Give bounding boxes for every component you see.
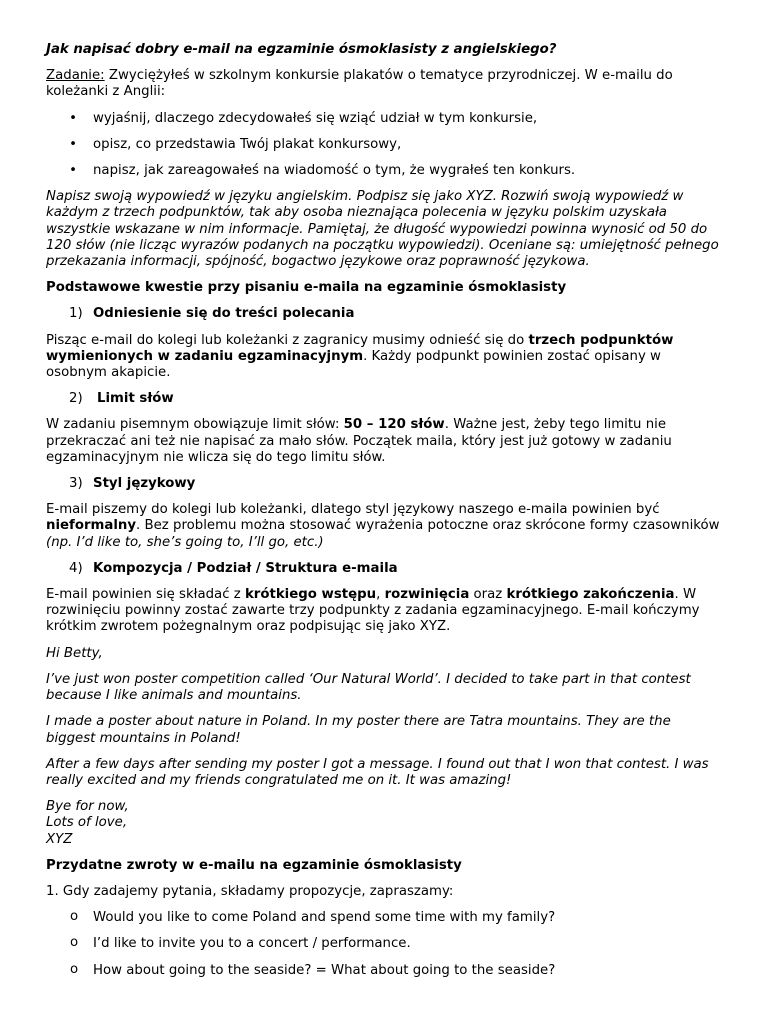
list-item-text: How about going to the seaside? = What about going to the seaside? (93, 962, 556, 978)
list-item-text: Would you like to come Poland and spend some time with my family? (93, 910, 556, 926)
circle-bullet-icon: o (70, 909, 79, 925)
list-item-text: opisz, co przedstawia Twój plakat konkursowy, (93, 136, 402, 152)
task-paragraph (46, 68, 722, 100)
body-text: . Ważne jest, żeby tego limitu nie przekraczać ani też nie napisać za mało słów. Początek maila, który jest już gotowy w zadaniu egzaminacyjnym nie wlicza się do tego limitu słów. (46, 417, 672, 465)
section-body (46, 333, 722, 382)
task-label: Zadanie: (46, 68, 105, 84)
body-example: (np. I’d like to, she’s going to, I’ll go, etc.) (46, 534, 324, 550)
task-text: Zwyciężyłeś w szkolnym konkursie plakatów o tematyce przyrodniczej. W e-mailu do koleżanki z Anglii: (46, 68, 673, 100)
phrases-heading: Przydatne zwroty w e-mailu na egzaminie ósmoklasisty (46, 857, 462, 873)
list-item (46, 910, 722, 926)
body-emphasis: krótkiego zakończenia (506, 587, 675, 603)
basics-heading: Podstawowe kwestie przy pisaniu e-maila na egzaminie ósmoklasisty (46, 280, 567, 296)
section-body (46, 587, 722, 636)
signoff-line: Bye for now, (46, 799, 129, 815)
section-number: 1) (69, 306, 83, 322)
list-item (46, 163, 722, 179)
task-bullet-list (46, 111, 722, 180)
section-number: 2) (69, 391, 83, 407)
section-title: Kompozycja / Podział / Struktura e-maila (93, 560, 398, 576)
section-title: Odniesienie się do treści polecania (93, 306, 355, 322)
section-title: Styl językowy (93, 476, 196, 492)
body-text: oraz (469, 587, 507, 603)
signoff-line: XYZ (46, 831, 73, 847)
list-item (46, 936, 722, 952)
body-emphasis: 50 – 120 słów (343, 417, 445, 433)
body-text: W zadaniu pisemnym obowiązuje limit słów: (46, 417, 344, 433)
section-heading (46, 561, 722, 577)
body-emphasis: krótkiego wstępu (244, 587, 377, 603)
body-text: E-mail powinien się składać z (46, 587, 245, 603)
body-text: . Bez problemu można stosować wyrażenia potoczne oraz skrócone formy czasowników (136, 518, 720, 534)
body-text: , (376, 587, 385, 603)
section-heading (46, 391, 722, 407)
email-greeting: Hi Betty, (46, 645, 103, 661)
body-text: . W rozwinięciu powinny zostać zawarte trzy podpunkty z zadania egzaminacyjnego. E-mail kończymy krótkim zwrotem pożegnalnym oraz podpisując się jako XYZ. (46, 587, 700, 635)
bullet-icon: • (69, 163, 77, 179)
body-emphasis: trzech podpunktów wymienionych w zadaniu egzaminacyjnym (46, 332, 674, 364)
body-text: Pisząc e-mail do kolegi lub koleżanki z zagranicy musimy odnieść się do (46, 332, 529, 348)
body-text: . Każdy podpunkt powinien zostać opisany w osobnym akapicie. (46, 348, 661, 381)
task-instructions: Napisz swoją wypowiedź w języku angielskim. Podpisz się jako XYZ. Rozwiń swoją wypowiedź w każdym z trzech podpunktów, tak aby osoba nieznająca polecenia w języku polskim uzyskała wszystkie wskazane w nim informacje. Pamiętaj, że długość wypowiedzi powinna wynosić od 50 do 120 słów (nie licząc wyrazów podanych na początku wypowiedzi). Oceniane są: umiejętność pełnego przekazania informacji, spójność, bogactwo językowe oraz poprawność językowa. (46, 189, 719, 270)
email-signoff (46, 799, 722, 848)
email-paragraph: I’ve just won poster competition called ‘Our Natural World’. I decided to take part in that contest because I like animals and mountains. (46, 671, 691, 704)
body-emphasis: rozwinięcia (384, 587, 470, 603)
phrases-group-title: 1. Gdy zadajemy pytania, składamy propozycje, zapraszamy: (46, 883, 454, 899)
bullet-icon: • (69, 136, 77, 152)
signoff-line: Lots of love, (46, 815, 128, 831)
section-heading (46, 306, 722, 322)
section-title: Limit słów (97, 391, 174, 407)
list-item-text: I’d like to invite you to a concert / performance. (93, 936, 411, 952)
section-heading (46, 476, 722, 492)
list-item-text: napisz, jak zareagowałeś na wiadomość o tym, że wygrałeś ten konkurs. (93, 163, 576, 179)
email-paragraph: I made a poster about nature in Poland. In my poster there are Tatra mountains. They are the biggest mountains in Poland! (46, 714, 671, 746)
email-paragraph: After a few days after sending my poster I got a message. I found out that I won that contest. I was really excited and my friends congratulated me on it. It was amazing! (46, 756, 709, 788)
circle-bullet-icon: o (70, 961, 79, 977)
phrases-list (46, 910, 722, 979)
document-content (46, 42, 722, 989)
section-body (46, 417, 722, 466)
section-number: 3) (69, 476, 83, 492)
circle-bullet-icon: o (70, 935, 79, 951)
list-item-text: wyjaśnij, dlaczego zdecydowałeś się wziąć udział w tym konkursie, (93, 110, 538, 126)
list-item (46, 111, 722, 127)
body-text: E-mail piszemy do kolegi lub koleżanki, dlatego styl językowy naszego e-maila powinien być (46, 502, 660, 518)
page-title: Jak napisać dobry e-mail na egzaminie ósmoklasisty z angielskiego? (46, 42, 557, 57)
section-body (46, 502, 722, 551)
list-item (46, 963, 722, 979)
list-item (46, 137, 722, 153)
bullet-icon: • (69, 110, 77, 126)
body-emphasis: nieformalny (46, 518, 137, 534)
section-number: 4) (69, 560, 83, 576)
